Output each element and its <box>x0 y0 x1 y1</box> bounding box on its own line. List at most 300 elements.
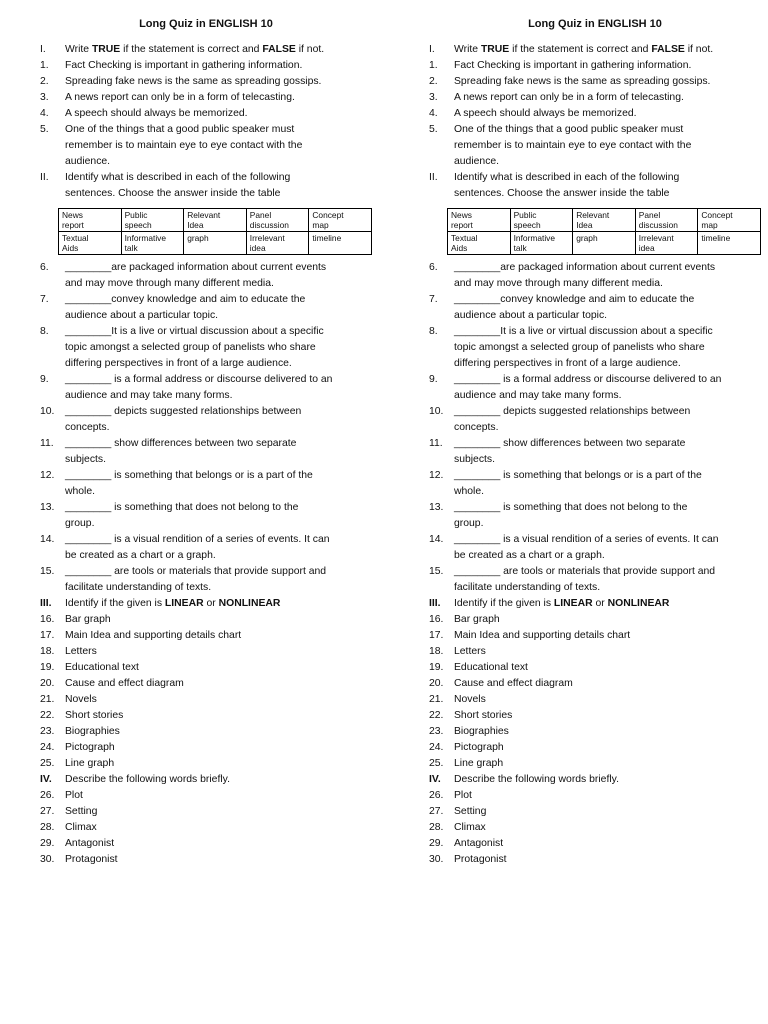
question-text-line: ________ is a formal address or discourse delivered to an <box>65 374 333 385</box>
question-text <box>65 660 372 676</box>
answer-choice-cell <box>635 232 698 255</box>
instruction-text: Write <box>454 44 481 55</box>
question-number: 28. <box>40 822 55 833</box>
question-item <box>429 500 761 532</box>
question-number: 20. <box>40 678 55 689</box>
answer-choice-text: News <box>451 210 472 220</box>
question-item <box>40 324 372 372</box>
question-text-line: ________ is a formal address or discourse delivered to an <box>454 374 722 385</box>
question-number: 13. <box>429 502 444 513</box>
question-text-line: Plot <box>65 790 83 801</box>
question-text-line: concepts. <box>454 422 499 433</box>
answer-choice-text: Aids <box>451 243 468 253</box>
answer-choice-text: News <box>62 210 83 220</box>
answer-choice-cell <box>510 232 573 255</box>
question-number: 4. <box>40 108 49 119</box>
question-item <box>40 260 372 292</box>
question-number: 16. <box>429 614 444 625</box>
question-number: 12. <box>40 470 55 481</box>
question-number: 13. <box>40 502 55 513</box>
section-number: III. <box>429 598 441 609</box>
question-number: 22. <box>429 710 444 721</box>
question-text-line: subjects. <box>65 454 107 465</box>
answer-choice-text: Informative <box>513 233 556 243</box>
question-text-line: ________ is a visual rendition of a series of events. It can <box>65 534 330 545</box>
instruction-line: sentences. Choose the answer inside the table <box>65 188 281 199</box>
instruction-keyword: FALSE <box>262 44 296 55</box>
question-text <box>454 532 761 564</box>
question-number: 26. <box>429 790 444 801</box>
question-number: 14. <box>429 534 444 545</box>
question-text <box>454 372 761 404</box>
question-number: 19. <box>40 662 55 673</box>
question-item <box>429 708 761 724</box>
answer-choice-text: Concept <box>701 210 733 220</box>
question-text <box>65 804 372 820</box>
question-item <box>40 708 372 724</box>
question-item <box>429 836 761 852</box>
question-item <box>40 532 372 564</box>
answer-choice-text: talk <box>513 243 527 253</box>
question-text <box>65 74 372 90</box>
question-text-line: ________ show differences between two separate <box>454 438 686 449</box>
answer-choice-text: Panel <box>638 210 661 220</box>
question-text <box>454 324 761 372</box>
question-number: 2. <box>40 76 49 87</box>
question-text-line: ________ is a visual rendition of a series of events. It can <box>454 534 719 545</box>
question-text-line: ________ show differences between two separate <box>65 438 297 449</box>
question-text <box>454 676 761 692</box>
question-number: 24. <box>429 742 444 753</box>
question-item <box>429 788 761 804</box>
answer-choice-text: graph <box>576 233 598 243</box>
instruction-text: or <box>592 598 608 609</box>
question-text <box>454 74 761 90</box>
question-item <box>429 90 761 106</box>
question-number: 17. <box>429 630 444 641</box>
section-instruction <box>40 596 372 612</box>
question-item <box>40 372 372 404</box>
question-item <box>429 612 761 628</box>
answer-choice-cell <box>573 232 636 255</box>
question-item <box>429 660 761 676</box>
question-number: 11. <box>40 438 54 449</box>
answer-choice-cell <box>635 209 698 232</box>
quiz-title: Long Quiz in ENGLISH 10 <box>139 18 273 30</box>
question-text-line: be created as a chart or a graph. <box>454 550 605 561</box>
question-text <box>65 628 372 644</box>
answer-choice-cell <box>121 209 184 232</box>
question-text-line: One of the things that a good public speaker must <box>454 124 684 135</box>
question-text <box>454 292 761 324</box>
question-text-line: Educational text <box>454 662 528 673</box>
question-text-line: ________It is a live or virtual discussion about a specific <box>454 326 713 337</box>
section-number: II. <box>429 172 438 183</box>
answer-choice-text: Textual <box>62 233 89 243</box>
section-instruction <box>429 170 761 202</box>
question-item <box>40 804 372 820</box>
question-item <box>429 820 761 836</box>
answer-choice-text: Idea <box>187 220 204 230</box>
question-text-line: Pictograph <box>65 742 115 753</box>
question-item <box>40 836 372 852</box>
answer-choices-row <box>448 232 761 255</box>
answer-choice-cell <box>59 209 122 232</box>
question-text-line: Setting <box>65 806 98 817</box>
question-text <box>65 372 372 404</box>
question-text <box>454 122 761 170</box>
question-number: 14. <box>40 534 55 545</box>
answer-choice-cell <box>573 209 636 232</box>
question-text-line: remember is to maintain eye to eye contact with the <box>65 140 303 151</box>
question-text <box>454 260 761 292</box>
question-text-line: ________are packaged information about current events <box>65 262 327 273</box>
question-text <box>65 90 372 106</box>
section-instruction-text: Describe the following words briefly. <box>454 774 619 785</box>
answer-choice-text: talk <box>124 243 138 253</box>
question-text-line: ________are packaged information about current events <box>454 262 716 273</box>
question-item <box>40 436 372 468</box>
question-text-line: ________It is a live or virtual discussion about a specific <box>65 326 324 337</box>
question-number: 28. <box>429 822 444 833</box>
instruction-text: if not. <box>295 44 325 55</box>
question-text <box>65 468 372 500</box>
question-item <box>40 788 372 804</box>
question-text-line: group. <box>65 518 95 529</box>
answer-choice-cell <box>246 232 309 255</box>
question-number: 10. <box>429 406 444 417</box>
question-text-line: facilitate understanding of texts. <box>65 582 212 593</box>
question-text-line: Main Idea and supporting details chart <box>65 630 242 641</box>
question-number: 6. <box>429 262 438 273</box>
quiz-column-left <box>40 14 372 868</box>
question-number: 22. <box>40 710 55 721</box>
question-number: 25. <box>429 758 444 769</box>
question-text <box>454 692 761 708</box>
question-text-line: Educational text <box>65 662 139 673</box>
question-text <box>454 644 761 660</box>
question-text-line: ________convey knowledge and aim to educate the <box>454 294 695 305</box>
answer-choice-text: Irrelevant <box>638 233 674 243</box>
question-text <box>65 820 372 836</box>
answer-choice-text: report <box>62 220 84 230</box>
question-text-line: A news report can only be in a form of telecasting. <box>454 92 684 103</box>
instruction-keyword: TRUE <box>480 44 510 55</box>
question-number: 15. <box>40 566 55 577</box>
answer-choice-cell <box>448 232 511 255</box>
answer-choice-cell <box>698 209 761 232</box>
question-number: 29. <box>429 838 444 849</box>
section-number: I. <box>40 44 46 55</box>
question-item <box>40 740 372 756</box>
instruction-keyword: LINEAR <box>164 598 204 609</box>
question-number: 5. <box>429 124 438 135</box>
question-text-line: Cause and effect diagram <box>454 678 573 689</box>
question-text-line: facilitate understanding of texts. <box>454 582 601 593</box>
question-number: 18. <box>40 646 55 657</box>
instruction-line: sentences. Choose the answer inside the table <box>454 188 670 199</box>
question-item <box>40 660 372 676</box>
question-text-line: topic amongst a selected group of panelists who share <box>454 342 705 353</box>
question-item <box>429 740 761 756</box>
answer-choice-text: speech <box>124 220 152 230</box>
question-text <box>65 404 372 436</box>
instruction-text: Identify if the given is <box>65 598 165 609</box>
question-text-line: audience about a particular topic. <box>454 310 608 321</box>
answer-choices-row <box>448 209 761 232</box>
question-number: 23. <box>40 726 55 737</box>
question-item <box>429 804 761 820</box>
question-item <box>40 724 372 740</box>
question-text-line: Protagonist <box>454 854 507 865</box>
question-text-line: whole. <box>454 486 485 497</box>
question-number: 8. <box>429 326 438 337</box>
answer-choice-text: Relevant <box>187 210 221 220</box>
question-text <box>454 612 761 628</box>
question-item <box>40 644 372 660</box>
question-text-line: Short stories <box>454 710 513 721</box>
question-text-line: ________convey knowledge and aim to educate the <box>65 294 306 305</box>
question-item <box>40 756 372 772</box>
question-text-line: audience. <box>65 156 111 167</box>
question-item <box>40 404 372 436</box>
question-item <box>40 852 372 868</box>
question-text-line: whole. <box>65 486 96 497</box>
question-item <box>429 852 761 868</box>
question-item <box>40 74 372 90</box>
question-number: 15. <box>429 566 444 577</box>
question-item <box>40 820 372 836</box>
question-text <box>454 836 761 852</box>
instruction-keyword: NONLINEAR <box>218 598 281 609</box>
question-text <box>65 532 372 564</box>
question-text <box>65 644 372 660</box>
question-text-line: A speech should always be memorized. <box>65 108 248 119</box>
question-text-line: Climax <box>65 822 97 833</box>
question-text-line: audience. <box>454 156 500 167</box>
answer-choice-text: Public <box>513 210 537 220</box>
section-instruction-text <box>454 42 761 58</box>
instruction-keyword: TRUE <box>91 44 121 55</box>
question-text-line: ________ are tools or materials that provide support and <box>454 566 716 577</box>
question-number: 21. <box>40 694 55 705</box>
question-text-line: remember is to maintain eye to eye contact with the <box>454 140 692 151</box>
question-number: 7. <box>429 294 438 305</box>
question-text-line: and may move through many different media. <box>65 278 274 289</box>
instruction-line: Identify what is described in each of the following <box>454 172 680 183</box>
question-item <box>429 676 761 692</box>
question-item <box>429 564 761 596</box>
quiz-title: Long Quiz in ENGLISH 10 <box>528 18 662 30</box>
question-text <box>454 404 761 436</box>
question-number: 30. <box>429 854 444 865</box>
instruction-keyword: FALSE <box>651 44 685 55</box>
answer-choice-text: Idea <box>576 220 593 230</box>
section-instruction-text <box>65 42 372 58</box>
question-text <box>65 740 372 756</box>
question-text <box>454 468 761 500</box>
question-text <box>65 106 372 122</box>
question-text-line: Line graph <box>65 758 115 769</box>
question-text <box>65 692 372 708</box>
question-number: 1. <box>40 60 49 71</box>
section-instruction <box>429 42 761 58</box>
question-text-line: Letters <box>65 646 97 657</box>
question-text <box>65 612 372 628</box>
question-text-line: ________ depicts suggested relationships between <box>65 406 302 417</box>
question-text-line: Fact Checking is important in gathering information. <box>65 60 303 71</box>
question-text-line: ________ depicts suggested relationships between <box>454 406 691 417</box>
answer-choices-table <box>447 208 761 255</box>
answer-choice-cell <box>59 232 122 255</box>
question-number: 6. <box>40 262 49 273</box>
section-instruction <box>429 596 761 612</box>
question-text-line: be created as a chart or a graph. <box>65 550 216 561</box>
question-item <box>429 436 761 468</box>
question-number: 8. <box>40 326 49 337</box>
answer-choice-text: report <box>451 220 473 230</box>
question-text-line: audience about a particular topic. <box>65 310 219 321</box>
question-text-line: A news report can only be in a form of telecasting. <box>65 92 295 103</box>
question-text-line: Line graph <box>454 758 504 769</box>
question-item <box>40 292 372 324</box>
question-text <box>454 740 761 756</box>
question-text-line: Cause and effect diagram <box>65 678 184 689</box>
answer-choice-text: Public <box>124 210 148 220</box>
question-text <box>65 260 372 292</box>
answer-choice-text: Panel <box>249 210 272 220</box>
question-text <box>454 852 761 868</box>
answer-choice-text: discussion <box>249 220 289 230</box>
answer-choices-row <box>59 232 372 255</box>
question-text <box>65 724 372 740</box>
question-text <box>65 324 372 372</box>
section-instruction <box>40 772 372 788</box>
section-instruction <box>429 772 761 788</box>
question-text <box>454 660 761 676</box>
section-number: IV. <box>40 774 52 785</box>
question-number: 2. <box>429 76 438 87</box>
answer-choice-text: map <box>701 220 718 230</box>
question-text <box>65 58 372 74</box>
answer-choice-text: speech <box>513 220 541 230</box>
question-item <box>429 756 761 772</box>
question-item <box>40 500 372 532</box>
question-number: 12. <box>429 470 444 481</box>
answer-choice-text: Concept <box>312 210 344 220</box>
section-number: III. <box>40 598 52 609</box>
question-number: 3. <box>429 92 438 103</box>
instruction-text: or <box>203 598 219 609</box>
question-number: 27. <box>40 806 55 817</box>
question-text-line: A speech should always be memorized. <box>454 108 637 119</box>
instruction-text: if the statement is correct and <box>120 44 263 55</box>
question-number: 26. <box>40 790 55 801</box>
question-number: 16. <box>40 614 55 625</box>
question-item <box>429 372 761 404</box>
question-number: 1. <box>429 60 438 71</box>
question-text-line: audience and may take many forms. <box>454 390 622 401</box>
question-item <box>429 122 761 170</box>
question-text-line: ________ is something that belongs or is a part of the <box>65 470 313 481</box>
question-text <box>65 756 372 772</box>
answer-choices-table <box>58 208 372 255</box>
question-text-line: audience and may take many forms. <box>65 390 233 401</box>
question-item <box>40 468 372 500</box>
question-text-line: Setting <box>454 806 487 817</box>
question-item <box>429 532 761 564</box>
question-text-line: Novels <box>454 694 486 705</box>
question-item <box>429 692 761 708</box>
question-number: 17. <box>40 630 55 641</box>
question-text-line: Protagonist <box>65 854 118 865</box>
question-text-line: and may move through many different media. <box>454 278 663 289</box>
answer-choice-cell <box>121 232 184 255</box>
question-text-line: Fact Checking is important in gathering information. <box>454 60 692 71</box>
answer-choice-text: Informative <box>124 233 167 243</box>
answer-choice-text: Irrelevant <box>249 233 285 243</box>
question-text <box>65 122 372 170</box>
section-instruction-text: Describe the following words briefly. <box>65 774 230 785</box>
question-text-line: differing perspectives in front of a large audience. <box>65 358 292 369</box>
section-number: II. <box>40 172 49 183</box>
question-item <box>40 692 372 708</box>
question-text <box>454 724 761 740</box>
answer-choices-row <box>59 209 372 232</box>
question-item <box>429 292 761 324</box>
question-item <box>429 724 761 740</box>
answer-choice-text: discussion <box>638 220 678 230</box>
question-item <box>429 644 761 660</box>
answer-choice-text: Aids <box>62 243 79 253</box>
answer-choice-text: timeline <box>701 233 731 243</box>
question-item <box>40 564 372 596</box>
instruction-keyword: LINEAR <box>553 598 593 609</box>
question-text-line: Biographies <box>454 726 509 737</box>
question-item <box>429 58 761 74</box>
question-text <box>454 756 761 772</box>
answer-choice-cell <box>184 209 247 232</box>
instruction-text: if the statement is correct and <box>509 44 652 55</box>
question-number: 23. <box>429 726 444 737</box>
question-text-line: Biographies <box>65 726 120 737</box>
question-number: 10. <box>40 406 55 417</box>
question-item <box>40 90 372 106</box>
question-text <box>454 564 761 596</box>
question-text-line: concepts. <box>65 422 110 433</box>
answer-choice-cell <box>698 232 761 255</box>
question-text <box>65 676 372 692</box>
question-number: 4. <box>429 108 438 119</box>
answer-choice-cell <box>246 209 309 232</box>
question-text <box>65 852 372 868</box>
section-instruction-text <box>454 596 761 612</box>
question-text-line: Novels <box>65 694 97 705</box>
question-item <box>40 122 372 170</box>
question-text-line: Antagonist <box>454 838 504 849</box>
question-item <box>429 324 761 372</box>
question-text <box>65 500 372 532</box>
question-item <box>429 628 761 644</box>
question-text-line: Spreading fake news is the same as spreading gossips. <box>454 76 711 87</box>
answer-choice-cell <box>448 209 511 232</box>
section-instruction-text <box>454 170 761 202</box>
question-text-line: One of the things that a good public speaker must <box>65 124 295 135</box>
answer-choice-text: graph <box>187 233 209 243</box>
question-text-line: ________ is something that does not belong to the <box>454 502 688 513</box>
question-text <box>65 292 372 324</box>
question-text <box>454 436 761 468</box>
